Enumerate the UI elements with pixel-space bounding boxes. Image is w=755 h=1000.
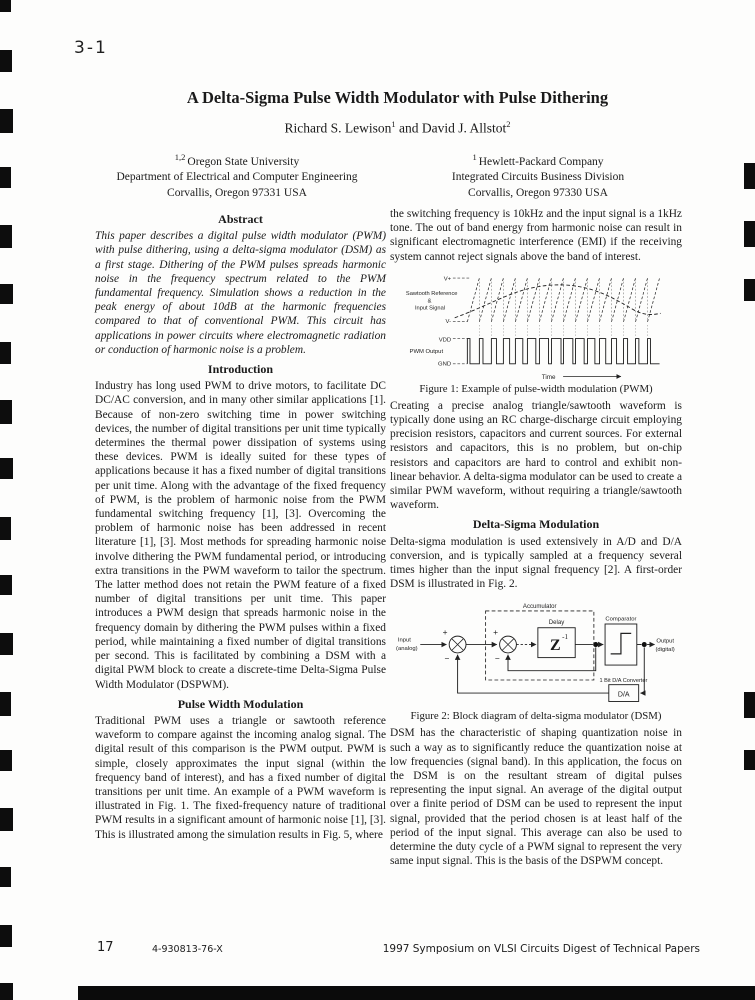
affiliation-left-line2: Department of Electrical and Computer Engineering (116, 171, 358, 184)
scan-artifact (0, 167, 11, 188)
affiliation-right-line2: Integrated Circuits Business Division (451, 171, 625, 184)
author-2: David J. Allstot (421, 120, 507, 136)
affiliation-left-institution: Oregon State University (187, 155, 300, 168)
scan-artifact (0, 517, 11, 540)
author-line (40, 119, 755, 137)
v-minus-label: V- (445, 319, 452, 326)
scan-artifact (0, 400, 12, 424)
summer-1-minus: − (444, 653, 450, 664)
pwm-paragraph: Traditional PWM uses a triangle or sawtooth reference waveform to compare against the incoming analog signal. The digital result of this comparison is the PWM output. PWM is simple, closely approximates the input signal (within the frequency band of interest), and has a fixed number of digital transitions per unit time. An example of a PWM waveform is illustrated in Fig. 1. The fixed-frequency nature of traditional PWM results in a significant amount of harmonic noise [1], [3]. This is illustrated among the simulation results in Fig. 5, where (95, 714, 386, 841)
summer-2-minus: − (494, 653, 500, 664)
affiliation-left-line1 (92, 150, 382, 170)
output-to-da-path (641, 648, 645, 694)
gnd-label: GND (438, 361, 452, 368)
scan-artifact (744, 692, 755, 718)
pwm-square-wave (467, 338, 659, 363)
scan-artifact (744, 221, 755, 247)
vdd-label: VDD (438, 337, 452, 344)
output-node-dot (642, 642, 647, 647)
input-signal-curve (455, 285, 661, 318)
comparator-label: Comparator (605, 616, 637, 623)
delay-label: Delay (548, 620, 565, 627)
affiliation-right-line3: Corvallis, Oregon 97330 USA (468, 186, 608, 199)
output-sublabel: (digital) (655, 647, 675, 654)
scan-bottom-bar (78, 986, 755, 1000)
scan-artifact (0, 692, 11, 716)
dsm-block-diagram-figure (394, 596, 678, 708)
introduction-heading: Introduction (207, 362, 274, 377)
footer-isbn: 4-930813-76-X (152, 944, 223, 955)
author-1-superscript: 1 (391, 119, 396, 129)
scan-artifact (744, 163, 755, 189)
scan-artifact (0, 983, 13, 1000)
scan-artifact (0, 750, 12, 771)
summer-1-cross (452, 639, 463, 650)
pwm-heading: Pulse Width Modulation (177, 696, 304, 711)
affiliation-left (92, 150, 382, 201)
abstract-paragraph: This paper describes a digital pulse width modulator (PWM) with pulse dithering, using a delta-sigma modulator (DSM) as a first stage. Dithering of the PWM pulses spreads harmonic noise in the frequency spectrum related to the PWM fundamental frequency. Simulation shows a reduction in the peak energy of about 10dB at the harmonic frequencies compared to that of conventional PWM. This circuit has applications in power circuits where electromagnetic radiation or conduction of harmonic noise is a problem. (95, 230, 386, 356)
right-column (390, 207, 682, 869)
affiliation-left-superscript: 1,2 (174, 152, 186, 162)
scan-artifact (0, 633, 13, 655)
introduction-paragraph: Industry has long used PWM to drive motors, to facilitate DC DC/AC conversion, and in many other similar applications [1]. Because of non-zero switching time in power switching devices, the number of digital transitions per unit time typically determines the thermal power dissipation of systems using these devices. PWM is ideally suited for these types of applications because it has a fixed number of digital transitions per unit time. Along with the advantage of the fixed frequency of PWM, is the problem of harmonic noise from the PWM fundamental switching frequency [1], [3]. Overcoming the problem of harmonic noise has been addressed in recent literature [1], [3]. Most methods for spreading harmonic noise involve dithering the PWM fundamental period, or introducing extra transitions in the PWM waveform to tailor the spectrum. The latter method does not retain the PWM feature of a fixed number of digital transitions per unit time. This paper introduces a PWM design that spreads harmonic noise in the frequency domain by dithering the PWM pulses within a fixed period, while maintaining a fixed number of digital transitions per second. This is facilitated by combining a DSM with a digital PWM block to create a discrete-time Delta-Sigma Pulse Width Modulator (DSPWM). (95, 380, 386, 691)
scan-artifact (0, 284, 13, 304)
figure-2-caption: Figure 2: Block diagram of delta-sigma modulator (DSM) (410, 710, 662, 723)
dsm-heading: Delta-Sigma Modulation (472, 517, 600, 532)
ampersand-label: & (427, 298, 432, 305)
author-1: Richard S. Lewison (284, 120, 392, 136)
footer-page-number: 17 (97, 940, 114, 955)
accumulator-label: Accumulator (522, 604, 557, 611)
da-to-summer1-path (458, 655, 609, 693)
sawtooth-reference-label: Sawtooth Reference (405, 291, 458, 298)
scan-artifact (0, 925, 12, 947)
accumulator-box (486, 611, 594, 680)
author-2-superscript: 2 (506, 119, 511, 129)
author-joiner: and (395, 120, 422, 136)
figure-1 (390, 269, 682, 396)
output-label: Output (656, 639, 675, 646)
scan-artifact (0, 225, 12, 248)
session-paper-number: 3-1 (74, 38, 108, 58)
da-box-label: D/A (617, 691, 630, 699)
affiliation-right-institution: Hewlett-Packard Company (478, 155, 604, 168)
figure-2 (390, 596, 682, 723)
left-column (95, 207, 386, 843)
scan-artifact (0, 458, 13, 479)
input-label: Input (397, 638, 411, 645)
scan-artifact (0, 808, 13, 831)
abstract-heading: Abstract (218, 212, 263, 226)
summer-2-cross (502, 639, 513, 650)
scan-artifact (0, 575, 12, 595)
dsm-paragraph: Delta-sigma modulation is used extensively in A/D and D/A conversion, and is typically sampled at a frequency several times higher than the input signal frequency [2]. A first-order DSM is illustrated in Fig. 2. (390, 535, 682, 591)
z-symbol: Z (550, 637, 561, 655)
comparator-step-glyph (611, 634, 632, 655)
after-figure1-paragraph: Creating a precise analog triangle/sawtooth waveform is typically done using an RC charge-discharge circuit employing precision resistors, capacitors and current sources. For external resistors and capacitors, this is no problem, but on-chip resistors and capacitors are hard to control and exhibit non-linear behavior. A delta-sigma modulator can be used to create a similar PWM waveform, without requiring a triangle/sawtooth waveform. (390, 399, 682, 512)
scan-artifact (0, 0, 11, 12)
period-connectors (479, 325, 647, 336)
affiliation-right-superscript: 1 (472, 152, 477, 162)
scan-artifact (0, 109, 13, 133)
paper-title: A Delta-Sigma Pulse Width Modulator with Pulse Dithering (186, 88, 609, 107)
v-plus-label: V+ (443, 276, 452, 283)
scan-artifact (0, 50, 12, 72)
z-exponent: -1 (562, 633, 568, 642)
after-figure2-paragraph: DSM has the characteristic of shaping quantization noise in such a way as to significantly reduce the quantization noise at low frequencies (signal band). In this application, the focus on the DSM is on the resultant stream of digital pulses representing the input signal. An average of the digital output over a finite period of DSM can be used to represent the input signal, provided that the period chosen is at least half of the period of the input signal. This average can also be used to determine the duty cycle of a PWM signal to represent the very same input signal. This is the basis of the DSPWM concept. (390, 727, 682, 868)
feedback-node-dot (593, 642, 598, 647)
scan-artifact (0, 342, 11, 364)
dac-label: 1 Bit D/A Converter (599, 678, 648, 685)
affiliation-left-line3: Corvallis, Oregon 97331 USA (167, 186, 307, 199)
scan-artifact (744, 279, 755, 301)
input-sublabel: (analog) (396, 646, 418, 653)
input-signal-label: Input Signal (414, 305, 446, 312)
figure-1-caption: Figure 1: Example of pulse-width modulation (PWM) (419, 382, 653, 395)
continuation-paragraph: the switching frequency is 10kHz and the input signal is a 1kHz tone. The out of band energy from harmonic noise can result in significant electromagnetic interference (EMI) if the receiving system cannot reject signals above the band of interest. (390, 208, 682, 263)
summer-1-plus: + (442, 627, 448, 638)
pwm-output-label: PWM Output (409, 348, 444, 355)
footer-conference: 1997 Symposium on VLSI Circuits Digest of Technical Papers (382, 943, 700, 955)
summer-2-plus: + (493, 627, 498, 638)
affiliation-right-line1 (393, 150, 683, 170)
scan-artifact (744, 750, 755, 770)
affiliation-right (393, 150, 683, 201)
scan-artifact (0, 867, 11, 887)
pwm-waveform-figure (395, 269, 677, 381)
time-axis-label: Time (541, 374, 556, 382)
